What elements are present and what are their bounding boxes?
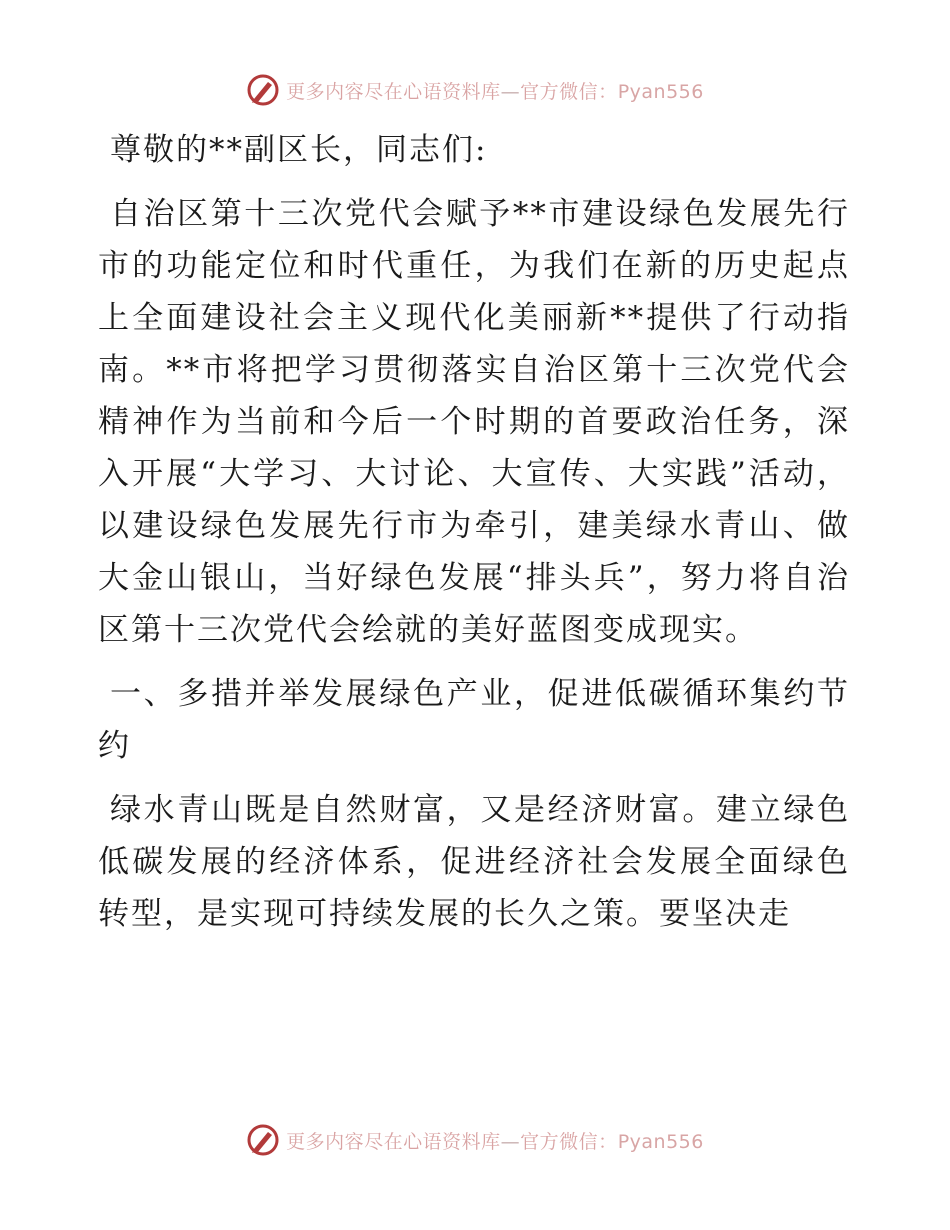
pen-logo-icon (246, 1123, 280, 1157)
watermark-main: 更多内容尽在心语资料库 (286, 1130, 501, 1153)
watermark-handle: Pyan556 (617, 1130, 704, 1153)
document-body (98, 124, 850, 940)
pen-logo-icon (246, 73, 280, 107)
watermark-banner-bottom (0, 1120, 950, 1160)
watermark-separator: — (500, 80, 521, 103)
watermark-separator: — (500, 1130, 521, 1153)
watermark-text (286, 77, 704, 104)
watermark-banner-top (0, 70, 950, 110)
section-heading-1: 一、多措并举发展绿色产业，促进低碳循环集约节约 (98, 676, 850, 764)
paragraph-section-1: 绿水青山既是自然财富，又是经济财富。建立绿色低碳发展的经济体系，促进经济社会发展全面绿色转型，是实现可持续发展的长久之策。要坚决走 (98, 792, 850, 932)
watermark-text (286, 1127, 704, 1154)
salutation: 尊敬的**副区长，同志们: (110, 132, 488, 168)
watermark-handle: Pyan556 (617, 80, 704, 103)
watermark-main: 更多内容尽在心语资料库 (286, 80, 501, 103)
watermark-official: 官方微信： (520, 80, 618, 103)
watermark-official: 官方微信： (520, 1130, 618, 1153)
paragraph-intro: 自治区第十三次党代会赋予**市建设绿色发展先行市的功能定位和时代重任，为我们在新的历史起点上全面建设社会主义现代化美丽新**提供了行动指南。**市将把学习贯彻落实自治区第十三次党代会精神作为当前和今后一个时期的首要政治任务，深入开展“大学习、大讨论、大宣传、大实践”活动，以建设绿色发展先行市为牵引，建美绿水青山、做大金山银山，当好绿色发展“排头兵”，努力将自治区第十三次党代会绘就的美好蓝图变成现实。 (98, 196, 850, 648)
